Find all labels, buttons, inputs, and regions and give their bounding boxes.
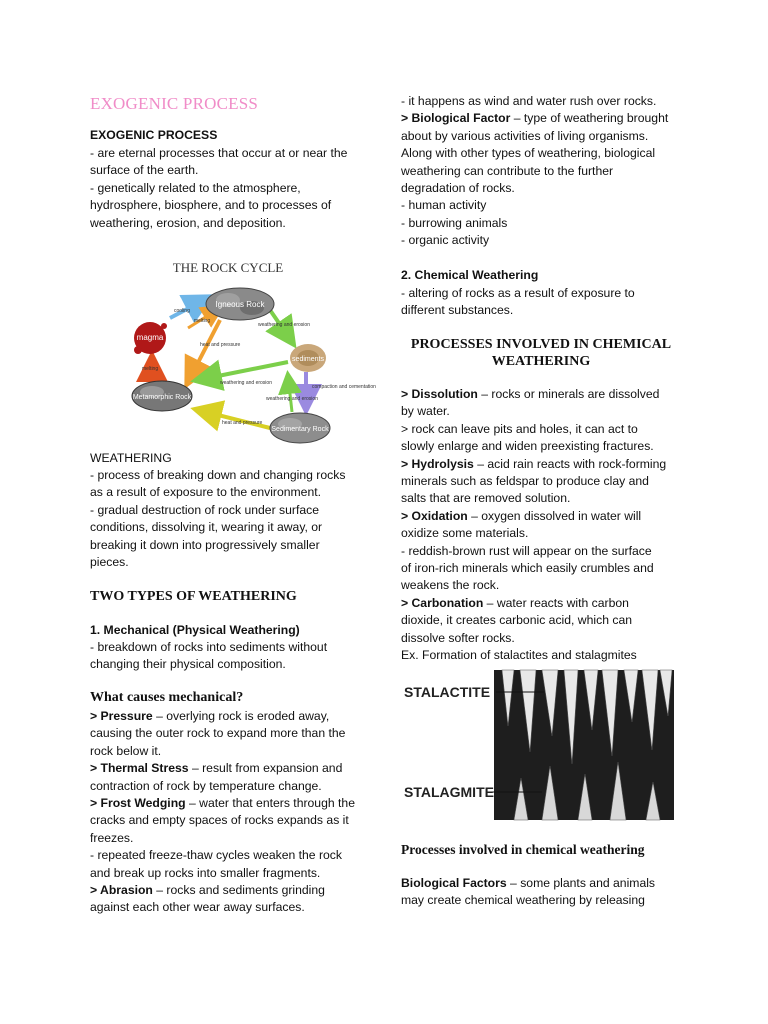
stalagmite-label: STALAGMITE: [404, 784, 494, 800]
bold-term: > Frost Wedging: [90, 796, 186, 811]
text-line: [401, 612, 681, 629]
line-text: – water that enters through the: [185, 796, 355, 811]
text-line: [401, 508, 681, 525]
line-text: – result from expansion and: [188, 761, 343, 776]
line-text: degradation of rocks.: [401, 181, 515, 196]
label-weathering-1: weathering and erosion: [258, 322, 310, 328]
stalactite-label: STALACTITE: [404, 684, 491, 700]
line-text: weathering can contribute to the further: [401, 163, 614, 178]
bold-term: > Oxidation: [401, 508, 468, 523]
text-line: [401, 232, 681, 249]
line-text: of iron-rich minerals which easily crumbles and: [401, 561, 654, 576]
text-line: - gradual destruction of rock under surface: [90, 502, 319, 517]
line-text: cracks and empty spaces of rocks expands as it: [90, 813, 349, 828]
text-line: [401, 595, 681, 612]
text-line: [401, 543, 681, 560]
text-line: - altering of rocks as a result of exposure to: [401, 286, 635, 300]
rock-cycle-svg: [120, 250, 376, 450]
text-line: [90, 899, 370, 916]
line-text: – type of weathering brought: [510, 111, 669, 126]
sedimentary-label: Sedimentary Rock: [271, 426, 329, 433]
text-line: [401, 473, 681, 490]
line-text: – water reacts with carbon: [483, 595, 629, 610]
text-line: [401, 421, 681, 438]
text-line: [90, 847, 370, 864]
intro-paragraph: [90, 145, 370, 232]
main-title: EXOGENIC PROCESS: [90, 94, 259, 113]
line-text: dioxide, it creates carbonic acid, which can: [401, 613, 633, 628]
bold-term: > Thermal Stress: [90, 761, 189, 776]
sedimentary-rock-shape: [270, 413, 330, 443]
text-line: [401, 892, 681, 909]
text-line: conditions, dissolving it, wearing it away, or: [90, 520, 323, 535]
magma-shape: [134, 322, 167, 354]
bio-factors-paragraph: [401, 875, 681, 910]
text-line: [90, 812, 370, 829]
text-line: [90, 882, 370, 899]
text-line: changing their physical composition.: [90, 657, 286, 672]
text-line: - are eternal processes that occur at or near the: [90, 146, 348, 160]
line-text: – overlying rock is eroded away,: [152, 709, 330, 723]
chemical-heading: [401, 267, 681, 284]
line-text: – oxygen dissolved in water will: [467, 508, 642, 523]
text-line: [401, 647, 681, 664]
line-text: freezes.: [90, 830, 134, 845]
label-heat-1: heat and pressure: [200, 342, 241, 348]
text-line: [401, 180, 681, 197]
igneous-label: Igneous Rock: [215, 300, 265, 309]
text-line: [90, 830, 370, 847]
line-text: minerals such as feldspar to produce clay and: [401, 474, 649, 489]
line-text: – rocks and sediments grinding: [152, 883, 325, 898]
text-line: [401, 215, 681, 232]
stalactite-svg: [402, 666, 678, 826]
bold-term: > Abrasion: [90, 883, 153, 898]
text-line: [401, 145, 681, 162]
rock-cycle-title: THE ROCK CYCLE: [172, 260, 284, 275]
line-text: weakens the rock.: [401, 578, 500, 593]
label-melting-2: melting: [142, 366, 159, 372]
text-line: [90, 725, 370, 742]
text-line: surface of the earth.: [90, 163, 199, 178]
line-text: Along with other types of weathering, biological: [401, 146, 656, 161]
line-text: may create chemical weathering by releasing: [401, 893, 645, 908]
text-line: - breakdown of rocks into sediments without: [90, 640, 328, 654]
text-line: [90, 795, 370, 812]
text-line: pieces.: [90, 555, 129, 570]
text-line: [401, 490, 681, 507]
text-line: [401, 630, 681, 647]
line-text: - organic activity: [401, 233, 490, 248]
text-line: [90, 778, 370, 795]
text-line: [401, 110, 681, 127]
weathering-heading: [90, 450, 370, 467]
bold-term: > Pressure: [90, 709, 153, 723]
metamorphic-rock-shape: [132, 381, 192, 411]
text-line: [401, 560, 681, 577]
what-causes-heading: What causes mechanical?: [90, 690, 244, 705]
line-text: slowly enlarge and widen preexisting fractures.: [401, 439, 654, 454]
text-line: [401, 525, 681, 542]
weathering-paragraph: [90, 467, 370, 571]
bold-term: > Hydrolysis: [401, 456, 474, 471]
line-text: – acid rain reacts with rock-forming: [473, 456, 667, 471]
processes-paragraph: [401, 386, 681, 665]
text-line: - process of breaking down and changing rocks: [90, 468, 346, 482]
text-line: [401, 163, 681, 180]
text-line: [401, 403, 681, 420]
line-text: – rocks or minerals are dissolved: [477, 387, 660, 401]
text-line: weathering, erosion, and deposition.: [90, 215, 286, 230]
bold-term: Biological Factors: [401, 876, 507, 890]
text-line: [401, 577, 681, 594]
line-text: contraction of rock by temperature change.: [90, 778, 322, 793]
line-text: rock below it.: [90, 743, 162, 758]
text-line: [401, 93, 681, 110]
text-line: [401, 128, 681, 145]
text-line: - genetically related to the atmosphere,: [90, 180, 301, 195]
text-line: as a result of exposure to the environment.: [90, 485, 322, 500]
line-text: against each other wear away surfaces.: [90, 900, 305, 915]
two-types-heading: TWO TYPES OF WEATHERING: [90, 589, 297, 604]
bold-term: > Carbonation: [401, 595, 484, 610]
text-line: [90, 760, 370, 777]
label-melting: melting: [194, 318, 211, 324]
line-text: – some plants and animals: [506, 876, 656, 890]
bold-term: > Biological Factor: [401, 111, 511, 126]
text-line: [401, 386, 681, 403]
mechanical-paragraph: [90, 639, 370, 674]
processes-small-heading: Processes involved in chemical weathering: [401, 842, 645, 857]
label-compaction: compaction and cementation: [312, 384, 376, 390]
chemical-paragraph: [401, 285, 681, 320]
label-weathering-2: weathering and erosion: [220, 380, 272, 386]
text-line: [90, 865, 370, 882]
line-text: salts that are removed solution.: [401, 491, 571, 506]
weathering-heading-text: WEATHERING: [90, 451, 172, 465]
text-line: breaking it down into progressively smaller: [90, 537, 320, 552]
text-line: [401, 456, 681, 473]
chemical-heading-text: 2. Chemical Weathering: [401, 268, 539, 282]
mechanical-heading: [90, 622, 370, 639]
processes-heading-line-2: WEATHERING: [491, 354, 591, 369]
line-text: causing the outer rock to expand more than the: [90, 726, 346, 741]
text-line: [401, 438, 681, 455]
line-text: about by various activities of living organisms.: [401, 128, 649, 143]
magma-label: magma: [136, 333, 164, 342]
line-text: dissolve softer rocks.: [401, 630, 515, 645]
exogenic-subtitle-text: EXOGENIC PROCESS: [90, 128, 218, 142]
igneous-rock-shape: [206, 288, 274, 320]
line-text: - repeated freeze-thaw cycles weaken the rock: [90, 848, 342, 863]
stalactite-figure: [402, 666, 678, 826]
line-text: - human activity: [401, 198, 487, 213]
label-weathering-3: weathering and erosion: [266, 396, 318, 402]
label-cooling: cooling: [174, 308, 190, 314]
text-line: [90, 708, 370, 725]
text-line: [401, 875, 681, 892]
processes-heading-line-1: PROCESSES INVOLVED IN CHEMICAL: [410, 337, 672, 352]
line-text: Ex. Formation of stalactites and stalagmites: [401, 648, 637, 663]
bold-term: > Dissolution: [401, 387, 478, 401]
line-text: - reddish-brown rust will appear on the surface: [401, 543, 652, 558]
text-line: [401, 197, 681, 214]
text-line: [90, 743, 370, 760]
mechanical-heading-text: 1. Mechanical (Physical Weathering): [90, 623, 300, 637]
sediments-shape: [290, 344, 326, 372]
line-text: and break up rocks into smaller fragments.: [90, 865, 321, 880]
exogenic-subtitle: [90, 127, 370, 144]
sediments-label: sediments: [292, 356, 324, 363]
label-heat-2: heat and pressure: [222, 420, 263, 426]
right-top-paragraph: [401, 93, 681, 250]
metamorphic-label: Metamorphic Rock: [132, 394, 192, 401]
line-text: > rock can leave pits and holes, it can act to: [401, 421, 638, 436]
causes-paragraph: [90, 708, 370, 917]
rock-cycle-figure: [120, 250, 376, 450]
line-text: - it happens as wind and water rush over rocks.: [401, 94, 657, 108]
line-text: oxidize some materials.: [401, 526, 529, 541]
line-text: by water.: [401, 404, 450, 419]
processes-heading: [401, 336, 681, 370]
line-text: - burrowing animals: [401, 215, 508, 230]
text-line: different substances.: [401, 303, 514, 318]
text-line: hydrosphere, biosphere, and to processes of: [90, 198, 332, 213]
